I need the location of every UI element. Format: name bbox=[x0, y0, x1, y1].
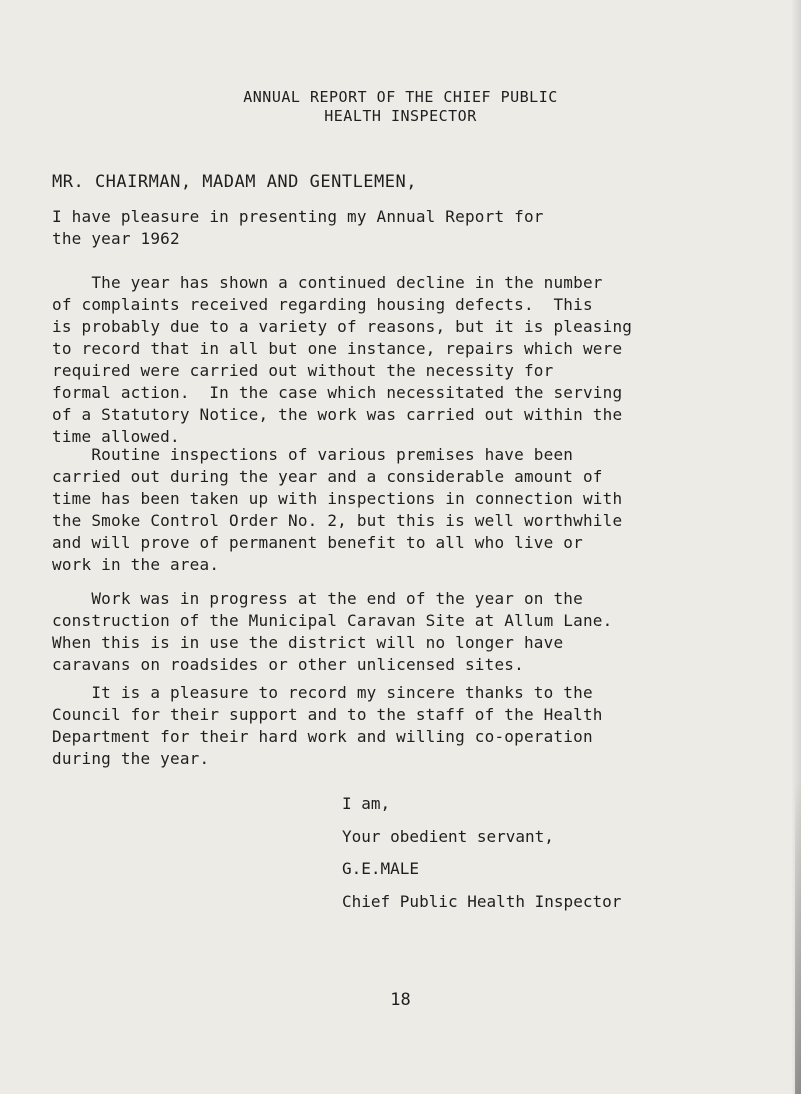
report-title-line-1: ANNUAL REPORT OF THE CHIEF PUBLIC bbox=[243, 88, 558, 106]
paragraph-caravan-site: Work was in progress at the end of the year on the construction of the Municipal Caravan Site at Allum Lane. When this is in use the district will no longer have caravans on roadsides or other unlicensed sites. bbox=[52, 589, 613, 674]
signatory-position: Chief Public Health Inspector bbox=[342, 892, 622, 911]
page-number: 18 bbox=[390, 990, 411, 1010]
report-title bbox=[0, 88, 801, 126]
paragraph-housing: The year has shown a continued decline in the number of complaints received regarding housing defects. This is probably due to a variety of reasons, but it is pleasing to record that in all but one instance, repairs which were required were carried out without the necessity for formal action. In the case which necessitated the serving of a Statutory Notice, the work was carried out within the time allowed. bbox=[52, 273, 633, 446]
report-title-line-2: HEALTH INSPECTOR bbox=[324, 107, 477, 125]
paragraph-inspections: Routine inspections of various premises have been carried out during the year and a considerable amount of time has been taken up with inspections in connection with the Smoke Control Order No. 2, but this is well worthwhile and will prove of permanent benefit to all who live or work in the area. bbox=[52, 445, 623, 574]
closing-line: I am, bbox=[342, 794, 391, 813]
closing-servant: Your obedient servant, bbox=[342, 827, 554, 846]
signatory-name: G.E.MALE bbox=[342, 859, 420, 878]
paragraph-thanks: It is a pleasure to record my sincere thanks to the Council for their support and to the staff of the Health Department for their hard work and willing co-operation during the year. bbox=[52, 683, 603, 768]
page-edge-dark bbox=[795, 780, 801, 1094]
paragraph-intro: I have pleasure in presenting my Annual Report for the year 1962 bbox=[52, 207, 544, 248]
salutation: MR. CHAIRMAN, MADAM AND GENTLEMEN, bbox=[52, 172, 417, 192]
